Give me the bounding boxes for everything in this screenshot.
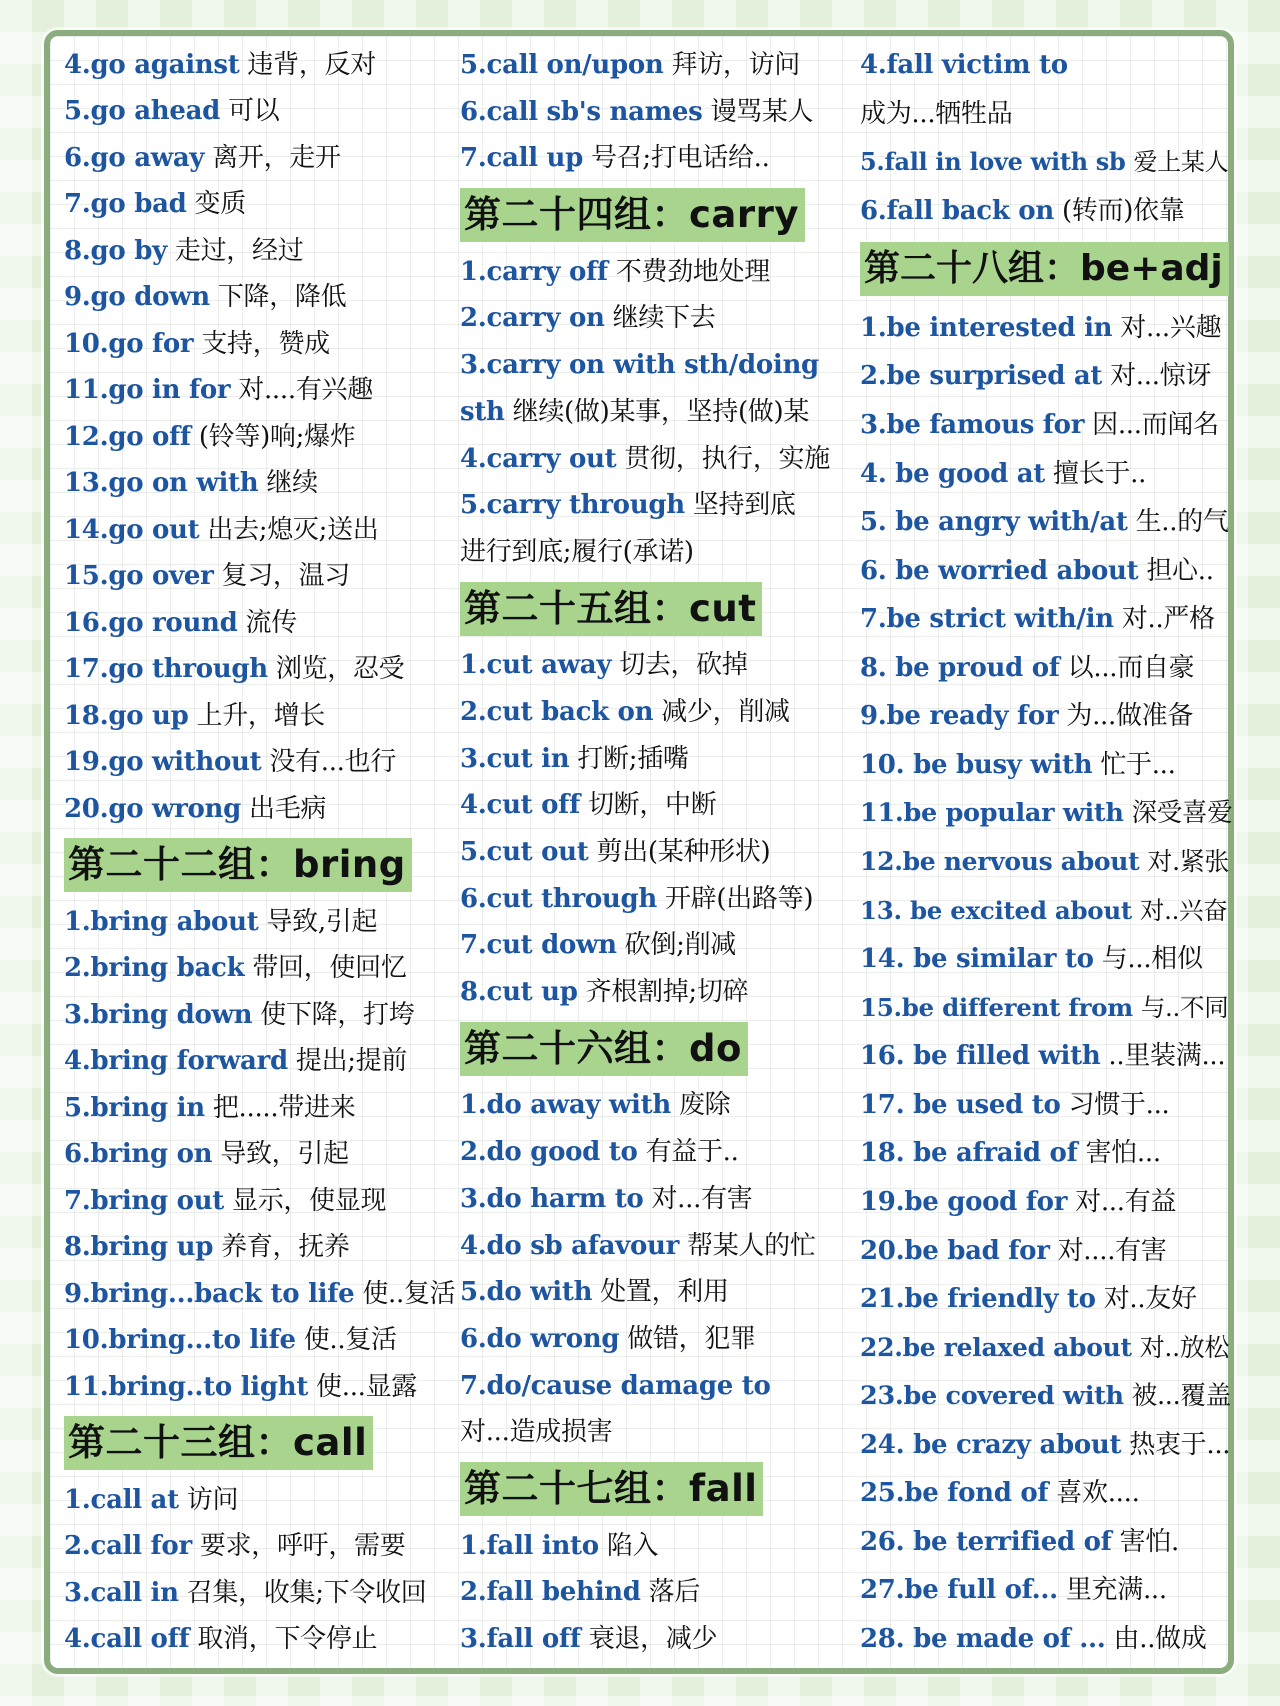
list-item: 23.be covered with 被...覆盖 bbox=[860, 1381, 1231, 1412]
list-item: 3.cut in 打断;插嘴 bbox=[460, 743, 689, 774]
list-item: 5.call on/upon 拜访，访问 bbox=[460, 50, 801, 80]
list-item: 5. be angry with/at 生..的气 bbox=[860, 507, 1229, 538]
list-item: 1.cut away 切去，砍掉 bbox=[460, 650, 748, 681]
column-2 bbox=[460, 48, 858, 1656]
list-item: 9.be ready for 为...做准备 bbox=[860, 701, 1194, 732]
list-item: 4.call off 取消，下令停止 bbox=[64, 1623, 378, 1654]
list-item-continuation: 进行到底;履行(承诺) bbox=[460, 536, 694, 567]
list-item: 7.bring out 显示，使显现 bbox=[64, 1185, 387, 1216]
list-item: 18. be afraid of 害怕... bbox=[860, 1138, 1161, 1169]
list-item: 8.cut up 齐根割掉;切碎 bbox=[460, 977, 749, 1008]
list-item: 13.go on with 继续 bbox=[64, 468, 318, 499]
list-item: 2.carry on 继续下去 bbox=[460, 303, 716, 334]
list-item: 5.go ahead 可以 bbox=[64, 96, 280, 127]
list-item: 10.bring...to life 使..复活 bbox=[64, 1325, 397, 1356]
list-item: 19.go without 没有...也行 bbox=[64, 747, 397, 778]
list-item: 6.cut through 开辟(出路等) bbox=[460, 883, 814, 914]
list-item: 2.bring back 带回，使回忆 bbox=[64, 953, 407, 984]
list-item: 1.fall into 陷入 bbox=[460, 1530, 659, 1561]
list-item: 10.go for 支持，赞成 bbox=[64, 328, 330, 359]
list-item: 9.bring...back to life 使..复活 bbox=[64, 1278, 456, 1309]
list-item: 10. be busy with 忙于... bbox=[860, 749, 1176, 780]
list-item: 2.cut back on 减少，削减 bbox=[460, 696, 790, 727]
list-item: 4. be good at 擅长于.. bbox=[860, 458, 1147, 489]
list-item: 9.go down 下降，降低 bbox=[64, 282, 347, 313]
list-item: 8.bring up 养育，抚养 bbox=[64, 1232, 350, 1263]
list-item-continuation: 对...造成损害 bbox=[460, 1417, 613, 1448]
list-item: 2.be surprised at 对...惊讶 bbox=[860, 361, 1212, 392]
list-item: 11.bring..to light 使...显露 bbox=[64, 1371, 418, 1402]
list-item: 1.be interested in 对...兴趣 bbox=[860, 312, 1222, 343]
list-item: 6.call sb's names 谩骂某人 bbox=[460, 96, 814, 127]
section-heading-cut: 第二十五组：cut bbox=[460, 582, 762, 636]
list-item: 6.fall back on (转而)依靠 bbox=[860, 195, 1185, 226]
list-item: 24. be crazy about 热衷于... bbox=[860, 1429, 1231, 1460]
list-item: 13. be excited about 对..兴奋 bbox=[860, 895, 1228, 925]
list-item: 19.be good for 对...有益 bbox=[860, 1186, 1177, 1217]
list-item: 4.go against 违背，反对 bbox=[64, 50, 376, 80]
list-item: 3.be famous for 因...而闻名 bbox=[860, 409, 1219, 440]
list-item: 14. be similar to 与...相似 bbox=[860, 944, 1203, 975]
list-item: 18.go up 上升，增长 bbox=[64, 700, 326, 731]
section-heading-do: 第二十六组：do bbox=[460, 1022, 748, 1076]
list-item: 1.do away with 废除 bbox=[460, 1090, 731, 1121]
list-item: 8. be proud of 以...而自豪 bbox=[860, 652, 1195, 683]
list-item: 12.be nervous about 对.紧张 bbox=[860, 847, 1230, 876]
list-item: 2.do good to 有益于.. bbox=[460, 1137, 739, 1168]
list-item: 5.bring in 把.....带进来 bbox=[64, 1092, 356, 1123]
section-heading-call: 第二十三组：call bbox=[64, 1416, 373, 1470]
list-item: 2.fall behind 落后 bbox=[460, 1577, 701, 1608]
list-item: 3.call in 召集，收集;下令收回 bbox=[64, 1577, 427, 1608]
list-item: 4.fall victim to bbox=[860, 50, 1068, 80]
list-item: 2.call for 要求，呼吁，需要 bbox=[64, 1531, 406, 1562]
column-1 bbox=[64, 48, 456, 1656]
list-item: 12.go off (铃等)响;爆炸 bbox=[64, 421, 356, 452]
list-item: 20.be bad for 对....有害 bbox=[860, 1235, 1167, 1266]
list-item: 16.go round 流传 bbox=[64, 607, 297, 638]
list-item: 16. be filled with ..里装满... bbox=[860, 1041, 1226, 1072]
list-item: 1.bring about 导致,引起 bbox=[64, 906, 378, 937]
list-item: 14.go out 出去;熄灭;送出 bbox=[64, 514, 379, 545]
list-item: 4.cut off 切断，中断 bbox=[460, 790, 717, 821]
list-item: 17.go through 浏览，忍受 bbox=[64, 654, 405, 685]
list-item: 28. be made of ... 由..做成 bbox=[860, 1624, 1207, 1654]
list-item: 7.call up 号召;打电话给.. bbox=[460, 143, 770, 174]
list-item: 8.go by 走过，经过 bbox=[64, 235, 304, 266]
list-item: 5.carry through 坚持到底 bbox=[460, 490, 796, 521]
list-item: 15.go over 复习，温习 bbox=[64, 561, 351, 592]
list-item: 22.be relaxed about 对..放松 bbox=[860, 1332, 1230, 1362]
list-item: 5.cut out 剪出(某种形状) bbox=[460, 837, 771, 867]
list-item: 1.carry off 不费劲地处理 bbox=[460, 256, 770, 287]
list-item: 15.be different from 与..不同 bbox=[860, 992, 1229, 1022]
list-item: 26. be terrified of 害怕. bbox=[860, 1526, 1179, 1557]
list-item: 11.be popular with 深受喜爱 bbox=[860, 798, 1233, 829]
list-item: 3.carry on with sth/doing bbox=[460, 350, 819, 381]
list-item-continuation: sth 继续(做)某事，坚持(做)某 bbox=[460, 396, 810, 427]
list-item: 21.be friendly to 对..友好 bbox=[860, 1284, 1197, 1315]
section-heading-bring: 第二十二组：bring bbox=[64, 838, 412, 892]
list-item: 4.do sb afavour 帮某人的忙 bbox=[460, 1230, 816, 1261]
column-3 bbox=[860, 48, 1232, 1656]
list-item: 1.call at 访问 bbox=[64, 1484, 239, 1515]
list-item: 3.bring down 使下降，打垮 bbox=[64, 999, 415, 1030]
list-item: 17. be used to 习惯于... bbox=[860, 1089, 1170, 1120]
section-heading-fall: 第二十七组：fall bbox=[460, 1462, 763, 1516]
list-item: 6. be worried about 担心.. bbox=[860, 555, 1214, 586]
list-item: 3.fall off 衰退，减少 bbox=[460, 1624, 718, 1654]
list-item: 7.do/cause damage to bbox=[460, 1370, 771, 1401]
list-item: 4.carry out 贯彻，执行，实施 bbox=[460, 443, 830, 474]
list-item: 27.be full of... 里充满... bbox=[860, 1575, 1167, 1606]
list-item: 4.bring forward 提出;提前 bbox=[64, 1046, 408, 1077]
list-item: 7.cut down 砍倒;削减 bbox=[460, 930, 737, 961]
list-item-continuation: 成为...牺牲品 bbox=[860, 98, 1013, 129]
list-item: 7.go bad 变质 bbox=[64, 189, 246, 220]
phrase-card bbox=[44, 30, 1234, 1674]
list-item: 5.do with 处置，利用 bbox=[460, 1277, 729, 1308]
list-item: 5.fall in love with sb 爱上某人 bbox=[860, 147, 1229, 177]
section-heading-carry: 第二十四组：carry bbox=[460, 188, 805, 242]
list-item: 11.go in for 对....有兴趣 bbox=[64, 375, 373, 406]
list-item: 25.be fond of 喜欢.... bbox=[860, 1478, 1140, 1509]
list-item: 6.do wrong 做错，犯罪 bbox=[460, 1323, 756, 1354]
list-item: 7.be strict with/in 对..严格 bbox=[860, 604, 1215, 635]
list-item: 3.do harm to 对...有害 bbox=[460, 1183, 753, 1214]
section-heading-be-adj: 第二十八组：be+adj bbox=[860, 242, 1229, 296]
list-item: 6.go away 离开，走开 bbox=[64, 142, 341, 173]
list-item: 6.bring on 导致，引起 bbox=[64, 1139, 349, 1170]
list-item: 20.go wrong 出毛病 bbox=[64, 793, 327, 824]
